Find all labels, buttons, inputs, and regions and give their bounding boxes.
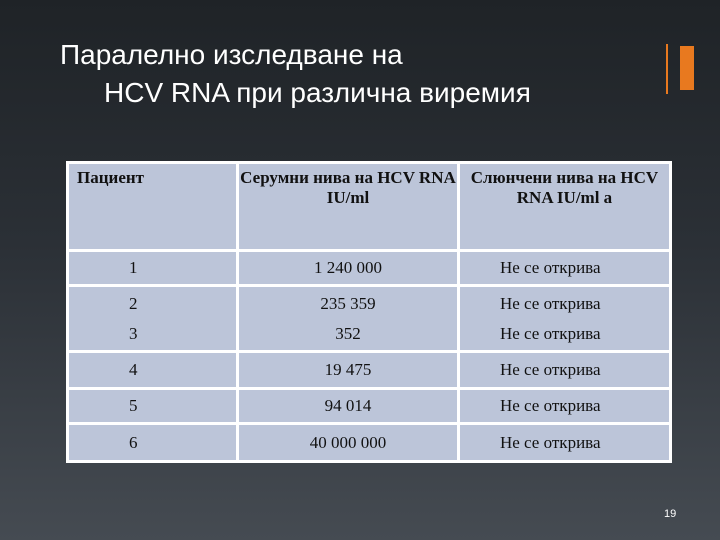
accent-bar (680, 46, 694, 90)
cell-serum-value: 235 359 (320, 293, 376, 313)
cell-serum: 19 475 (237, 352, 458, 389)
cell-saliva: Не се открива (458, 352, 670, 389)
cell-saliva: Не се открива (458, 424, 670, 462)
header-serum: Серумни нива на HCV RNA IU/ml (237, 163, 458, 251)
cell-saliva (458, 286, 670, 352)
cell-patient (68, 286, 238, 352)
slide-title-line-2: HCV RNA при различна виремия (104, 77, 531, 108)
cell-saliva: Не се открива (458, 389, 670, 424)
cell-patient: 1 (68, 251, 238, 286)
table-header-row (68, 163, 671, 251)
table-row (68, 251, 671, 286)
cell-serum-value: 352 (335, 323, 361, 343)
accent-line (666, 44, 668, 94)
cell-saliva-value: Не се открива (499, 293, 601, 313)
cell-saliva: Не се открива (458, 251, 670, 286)
header-patient: Пациент (68, 163, 238, 251)
results-table (66, 161, 672, 460)
slide-title-line-1: Паралелно изследване на (60, 39, 403, 70)
header-saliva: Слюнчени нива на HCV RNA IU/ml а (458, 163, 670, 251)
cell-patient: 6 (68, 424, 238, 462)
cell-serum: 40 000 000 (237, 424, 458, 462)
table-row (68, 424, 671, 462)
cell-serum: 94 014 (237, 389, 458, 424)
cell-patient-value: 3 (129, 323, 138, 343)
table-row (68, 286, 671, 352)
page-number: 19 (664, 508, 677, 520)
cell-saliva-value: Не се открива (499, 323, 601, 343)
cell-patient: 5 (68, 389, 238, 424)
table-row (68, 389, 671, 424)
cell-patient-value: 2 (129, 293, 138, 313)
cell-serum: 1 240 000 (237, 251, 458, 286)
cell-patient: 4 (68, 352, 238, 389)
slide-title (60, 36, 660, 112)
cell-serum (237, 286, 458, 352)
table-row (68, 352, 671, 389)
